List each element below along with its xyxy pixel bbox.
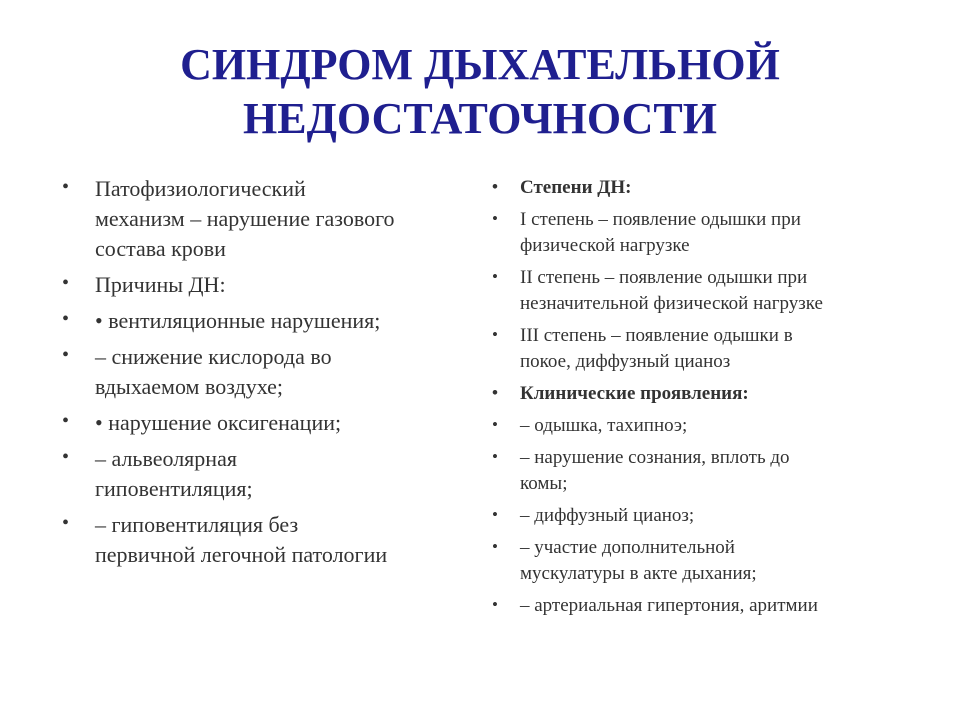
left-item-1-line-1: Патофизиологический [95,176,306,201]
bullet-icon: • [62,446,70,468]
bullet-icon: • [62,176,70,198]
left-list-item [62,306,462,336]
bullet-icon: • [492,177,498,196]
left-list-item [62,510,462,570]
left-list-item [62,342,462,402]
right-item-3-line-2: незначительной физической нагрузке [520,293,823,314]
right-item-3-line-1: II степень – появление одышки при [520,267,808,288]
left-item-1-line-2: механизм – нарушение газового [95,206,395,231]
left-item-5-line-1: • нарушение оксигенации; [95,410,342,435]
bullet-icon: • [492,325,498,344]
left-bullet-list [62,174,462,576]
right-item-6-line-1: – одышка, тахипноэ; [520,415,688,436]
bullet-icon: • [492,383,498,402]
bullet-icon: • [492,505,498,524]
slide-title [80,38,880,146]
bullet-icon: • [492,209,498,228]
left-list-item [62,174,462,264]
right-list-heading [492,175,932,201]
bullet-icon: • [62,308,70,330]
bullet-icon: • [62,410,70,432]
left-item-7-line-2: первичной легочной патологии [95,542,388,567]
right-list-item [492,503,932,529]
right-list-heading [492,381,932,407]
bullet-icon: • [62,344,70,366]
left-list-item [62,444,462,504]
right-list-item [492,413,932,439]
slide-title-line-1: СИНДРОМ ДЫХАТЕЛЬНОЙ [180,40,780,89]
left-list-item [62,408,462,438]
bullet-icon: • [492,415,498,434]
left-item-2-line-1: Причины ДН: [95,272,226,297]
right-item-2-line-1: I степень – появление одышки при [520,209,801,230]
bullet-icon: • [492,537,498,556]
bullet-icon: • [492,447,498,466]
left-item-4-line-2: вдыхаемом воздухе; [95,374,284,399]
bullet-icon: • [492,267,498,286]
left-item-6-line-1: – альвеолярная [95,446,237,471]
right-list-item [492,265,932,317]
right-list-item [492,445,932,497]
right-item-5-line-1: Клинические проявления: [520,383,749,404]
right-item-4-line-2: покое, диффузный цианоз [520,351,731,372]
right-list-item [492,535,932,587]
right-item-10-line-1: – артериальная гипертония, аритмии [520,595,818,616]
right-list-item [492,323,932,375]
right-item-4-line-1: III степень – появление одышки в [520,325,793,346]
right-list-item [492,207,932,259]
right-item-2-line-2: физической нагрузке [520,235,690,256]
right-item-1-line-1: Степени ДН: [520,177,632,198]
left-item-7-line-1: – гиповентиляция без [95,512,299,537]
left-item-3-line-1: • вентиляционные нарушения; [95,308,381,333]
left-item-1-line-3: состава крови [95,236,226,261]
bullet-icon: • [62,512,70,534]
right-item-7-line-1: – нарушение сознания, вплоть до [520,447,790,468]
slide-title-line-2: НЕДОСТАТОЧНОСТИ [243,94,717,143]
left-list-item [62,270,462,300]
left-item-6-line-2: гиповентиляция; [95,476,253,501]
right-item-9-line-2: мускулатуры в акте дыхания; [520,563,757,584]
right-list-item [492,593,932,619]
right-item-9-line-1: – участие дополнительной [520,537,735,558]
bullet-icon: • [62,272,70,294]
right-item-7-line-2: комы; [520,473,568,494]
right-item-8-line-1: – диффузный цианоз; [520,505,695,526]
bullet-icon: • [492,595,498,614]
right-bullet-list [492,175,932,625]
left-item-4-line-1: – снижение кислорода во [95,344,332,369]
